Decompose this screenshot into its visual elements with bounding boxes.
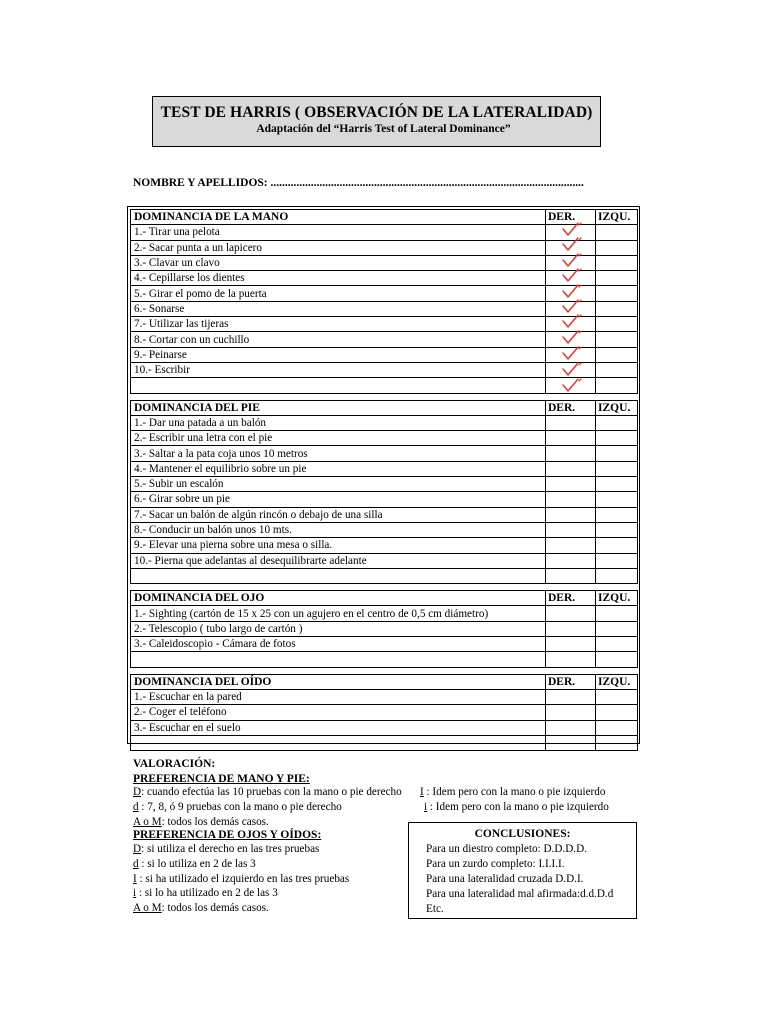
der-cell[interactable] xyxy=(546,301,596,316)
rule-d-ojos: d : si lo utiliza en 2 de las 3 xyxy=(133,858,256,870)
test-row xyxy=(131,705,638,720)
test-item-label: 4.- Cepillarse los dientes xyxy=(131,271,546,286)
test-item-label: 1.- Sighting (cartón de 15 x 25 con un agujero en el centro de 0,5 cm diámetro) xyxy=(131,606,546,621)
section-spacer xyxy=(131,584,638,591)
pref-ojos-title: PREFERENCIA DE OJOS Y OÍDOS: xyxy=(133,829,322,841)
conclusion-line: Etc. xyxy=(426,903,444,915)
test-row xyxy=(131,720,638,735)
izq-cell[interactable] xyxy=(596,606,638,621)
test-row xyxy=(131,301,638,316)
test-item-label: 1.- Tirar una pelota xyxy=(131,225,546,240)
izq-cell[interactable] xyxy=(596,507,638,522)
izq-cell[interactable] xyxy=(596,568,638,583)
izq-cell[interactable] xyxy=(596,240,638,255)
test-row xyxy=(131,446,638,461)
test-item-label: 3.- Escuchar en el suelo xyxy=(131,720,546,735)
izq-cell[interactable] xyxy=(596,255,638,270)
izq-cell[interactable] xyxy=(596,705,638,720)
test-row xyxy=(131,225,638,240)
test-row xyxy=(131,477,638,492)
test-item-label: 7.- Sacar un balón de algún rincón o debajo de una silla xyxy=(131,507,546,522)
test-row xyxy=(131,415,638,430)
conclusion-line: Para un zurdo completo: I.I.I.I. xyxy=(426,858,565,870)
test-item-label: 2.- Escribir una letra con el pie xyxy=(131,431,546,446)
der-cell[interactable] xyxy=(546,522,596,537)
rule-D-mano: D: cuando efectúa las 10 pruebas con la mano o pie derecho xyxy=(133,786,402,798)
test-item-label: 3.- Saltar a la pata coja unos 10 metros xyxy=(131,446,546,461)
test-row xyxy=(131,553,638,568)
section-header-row xyxy=(131,674,638,689)
izq-cell[interactable] xyxy=(596,317,638,332)
test-item-label: 1.- Dar una patada a un balón xyxy=(131,415,546,430)
izq-cell[interactable] xyxy=(596,621,638,636)
izq-cell[interactable] xyxy=(596,522,638,537)
izq-cell[interactable] xyxy=(596,347,638,362)
conclusiones-title: CONCLUSIONES: xyxy=(474,828,571,840)
document-title: TEST DE HARRIS ( OBSERVACIÓN DE LA LATERALIDAD) xyxy=(160,104,593,121)
rule-I-mano: I : Idem pero con la mano o pie izquierdo xyxy=(420,786,606,798)
der-cell[interactable] xyxy=(546,415,596,430)
der-column-header: DER. xyxy=(546,591,596,606)
title-box xyxy=(152,96,601,147)
rule-AoM-mano: A o M: todos los demás casos. xyxy=(133,816,269,828)
dominance-table-frame xyxy=(127,206,640,744)
test-row xyxy=(131,317,638,332)
test-row xyxy=(131,689,638,704)
conclusion-line: Para una lateralidad mal afirmada:d.d.D.d xyxy=(426,888,614,900)
izq-cell[interactable] xyxy=(596,446,638,461)
section-spacer xyxy=(131,667,638,674)
der-cell[interactable] xyxy=(546,606,596,621)
valoracion-title: VALORACIÓN: xyxy=(133,758,216,770)
test-item-label: 10.- Escribir xyxy=(131,362,546,377)
document-subtitle: Adaptación del “Harris Test of Lateral Dominance” xyxy=(256,123,511,135)
izq-cell[interactable] xyxy=(596,720,638,735)
rule-i-mano: i : Idem pero con la mano o pie izquierdo xyxy=(424,801,609,813)
test-row xyxy=(131,362,638,377)
test-row xyxy=(131,271,638,286)
der-cell[interactable] xyxy=(546,271,596,286)
der-cell[interactable] xyxy=(546,446,596,461)
section-title: DOMINANCIA DEL OÍDO xyxy=(131,674,546,689)
izq-cell[interactable] xyxy=(596,652,638,667)
test-item-label: 5.- Girar el pomo de la puerta xyxy=(131,286,546,301)
pref-mano-title: PREFERENCIA DE MANO Y PIE: xyxy=(133,773,310,785)
der-cell[interactable] xyxy=(546,705,596,720)
der-cell[interactable] xyxy=(546,347,596,362)
rule-I-ojos: I : si ha utilizado el izquierdo en las tres pruebas xyxy=(133,873,350,885)
blank-row xyxy=(131,652,638,667)
test-item-label: 8.- Cortar con un cuchillo xyxy=(131,332,546,347)
der-cell[interactable] xyxy=(546,492,596,507)
der-cell[interactable] xyxy=(546,240,596,255)
test-item-label: 10.- Pierna que adelantas al desequilibrarte adelante xyxy=(131,553,546,568)
der-cell[interactable] xyxy=(546,431,596,446)
test-row xyxy=(131,240,638,255)
conclusion-line: Para un diestro completo: D.D.D.D. xyxy=(426,843,587,855)
test-row xyxy=(131,637,638,652)
blank-row xyxy=(131,378,638,393)
der-cell[interactable] xyxy=(546,507,596,522)
izq-column-header: IZQU. xyxy=(596,210,638,225)
test-row xyxy=(131,255,638,270)
izq-cell[interactable] xyxy=(596,431,638,446)
izq-cell[interactable] xyxy=(596,415,638,430)
izq-cell[interactable] xyxy=(596,461,638,476)
izq-cell[interactable] xyxy=(596,637,638,652)
izq-cell[interactable] xyxy=(596,332,638,347)
section-title: DOMINANCIA DEL PIE xyxy=(131,400,546,415)
test-item-label: 1.- Escuchar en la pared xyxy=(131,689,546,704)
izq-cell[interactable] xyxy=(596,271,638,286)
test-item-label: 2.- Telescopio ( tubo largo de cartón ) xyxy=(131,621,546,636)
izq-cell[interactable] xyxy=(596,689,638,704)
dominance-table xyxy=(130,209,638,751)
test-item-label: 9.- Peinarse xyxy=(131,347,546,362)
blank-row xyxy=(131,568,638,583)
test-item-label: 6.- Girar sobre un pie xyxy=(131,492,546,507)
conclusion-line: Para una lateralidad cruzada D.D.I. xyxy=(426,873,584,885)
der-column-header: DER. xyxy=(546,400,596,415)
izq-cell[interactable] xyxy=(596,378,638,393)
rule-D-ojos: D: si utiliza el derecho en las tres pruebas xyxy=(133,843,320,855)
izq-column-header: IZQU. xyxy=(596,591,638,606)
der-cell[interactable] xyxy=(546,637,596,652)
der-cell[interactable] xyxy=(546,735,596,750)
test-item-label: 5.- Subir un escalón xyxy=(131,477,546,492)
der-cell[interactable] xyxy=(546,689,596,704)
izq-cell[interactable] xyxy=(596,553,638,568)
der-cell[interactable] xyxy=(546,317,596,332)
conclusiones-box xyxy=(408,822,637,919)
test-row xyxy=(131,492,638,507)
der-cell[interactable] xyxy=(546,332,596,347)
izq-cell[interactable] xyxy=(596,301,638,316)
test-row xyxy=(131,522,638,537)
rule-d-mano: d : 7, 8, ó 9 pruebas con la mano o pie derecho xyxy=(133,801,342,813)
der-cell[interactable] xyxy=(546,621,596,636)
der-cell[interactable] xyxy=(546,477,596,492)
test-row xyxy=(131,431,638,446)
der-cell[interactable] xyxy=(546,568,596,583)
test-item-label: 6.- Sonarse xyxy=(131,301,546,316)
izq-cell[interactable] xyxy=(596,492,638,507)
der-column-header: DER. xyxy=(546,674,596,689)
rule-i-ojos: i : si lo ha utilizado en 2 de las 3 xyxy=(133,887,278,899)
test-row xyxy=(131,538,638,553)
test-row xyxy=(131,286,638,301)
test-item-label: 2.- Sacar punta a un lapicero xyxy=(131,240,546,255)
test-row xyxy=(131,461,638,476)
izq-cell[interactable] xyxy=(596,225,638,240)
der-cell[interactable] xyxy=(546,362,596,377)
izq-column-header: IZQU. xyxy=(596,674,638,689)
section-title: DOMINANCIA DE LA MANO xyxy=(131,210,546,225)
test-item-label: 3.- Caleidoscopio - Cámara de fotos xyxy=(131,637,546,652)
izq-cell[interactable] xyxy=(596,477,638,492)
blank-row xyxy=(131,735,638,750)
izq-cell[interactable] xyxy=(596,286,638,301)
section-header-row xyxy=(131,400,638,415)
der-cell[interactable] xyxy=(546,652,596,667)
der-cell[interactable] xyxy=(546,553,596,568)
der-column-header: DER. xyxy=(546,210,596,225)
section-spacer xyxy=(131,393,638,400)
der-cell[interactable] xyxy=(546,538,596,553)
name-field-label: NOMBRE Y APELLIDOS: ............................................................................................................. xyxy=(133,177,584,189)
test-item-label: 3.- Clavar un clavo xyxy=(131,255,546,270)
der-cell[interactable] xyxy=(546,378,596,393)
izq-cell[interactable] xyxy=(596,362,638,377)
der-cell[interactable] xyxy=(546,286,596,301)
test-item-label: 4.- Mantener el equilibrio sobre un pie xyxy=(131,461,546,476)
der-cell[interactable] xyxy=(546,720,596,735)
test-item-label: 9.- Elevar una pierna sobre una mesa o silla. xyxy=(131,538,546,553)
izq-column-header: IZQU. xyxy=(596,400,638,415)
section-header-row xyxy=(131,591,638,606)
der-cell[interactable] xyxy=(546,461,596,476)
section-header-row xyxy=(131,210,638,225)
test-row xyxy=(131,621,638,636)
test-item-label: 7.- Utilizar las tijeras xyxy=(131,317,546,332)
test-row xyxy=(131,507,638,522)
test-item-label: 8.- Conducir un balón unos 10 mts. xyxy=(131,522,546,537)
der-cell[interactable] xyxy=(546,255,596,270)
izq-cell[interactable] xyxy=(596,538,638,553)
test-row xyxy=(131,606,638,621)
der-cell[interactable] xyxy=(546,225,596,240)
rule-AoM-ojos: A o M: todos los demás casos. xyxy=(133,902,269,914)
test-item-label: 2.- Coger el teléfono xyxy=(131,705,546,720)
section-title: DOMINANCIA DEL OJO xyxy=(131,591,546,606)
izq-cell[interactable] xyxy=(596,735,638,750)
test-row xyxy=(131,347,638,362)
test-row xyxy=(131,332,638,347)
